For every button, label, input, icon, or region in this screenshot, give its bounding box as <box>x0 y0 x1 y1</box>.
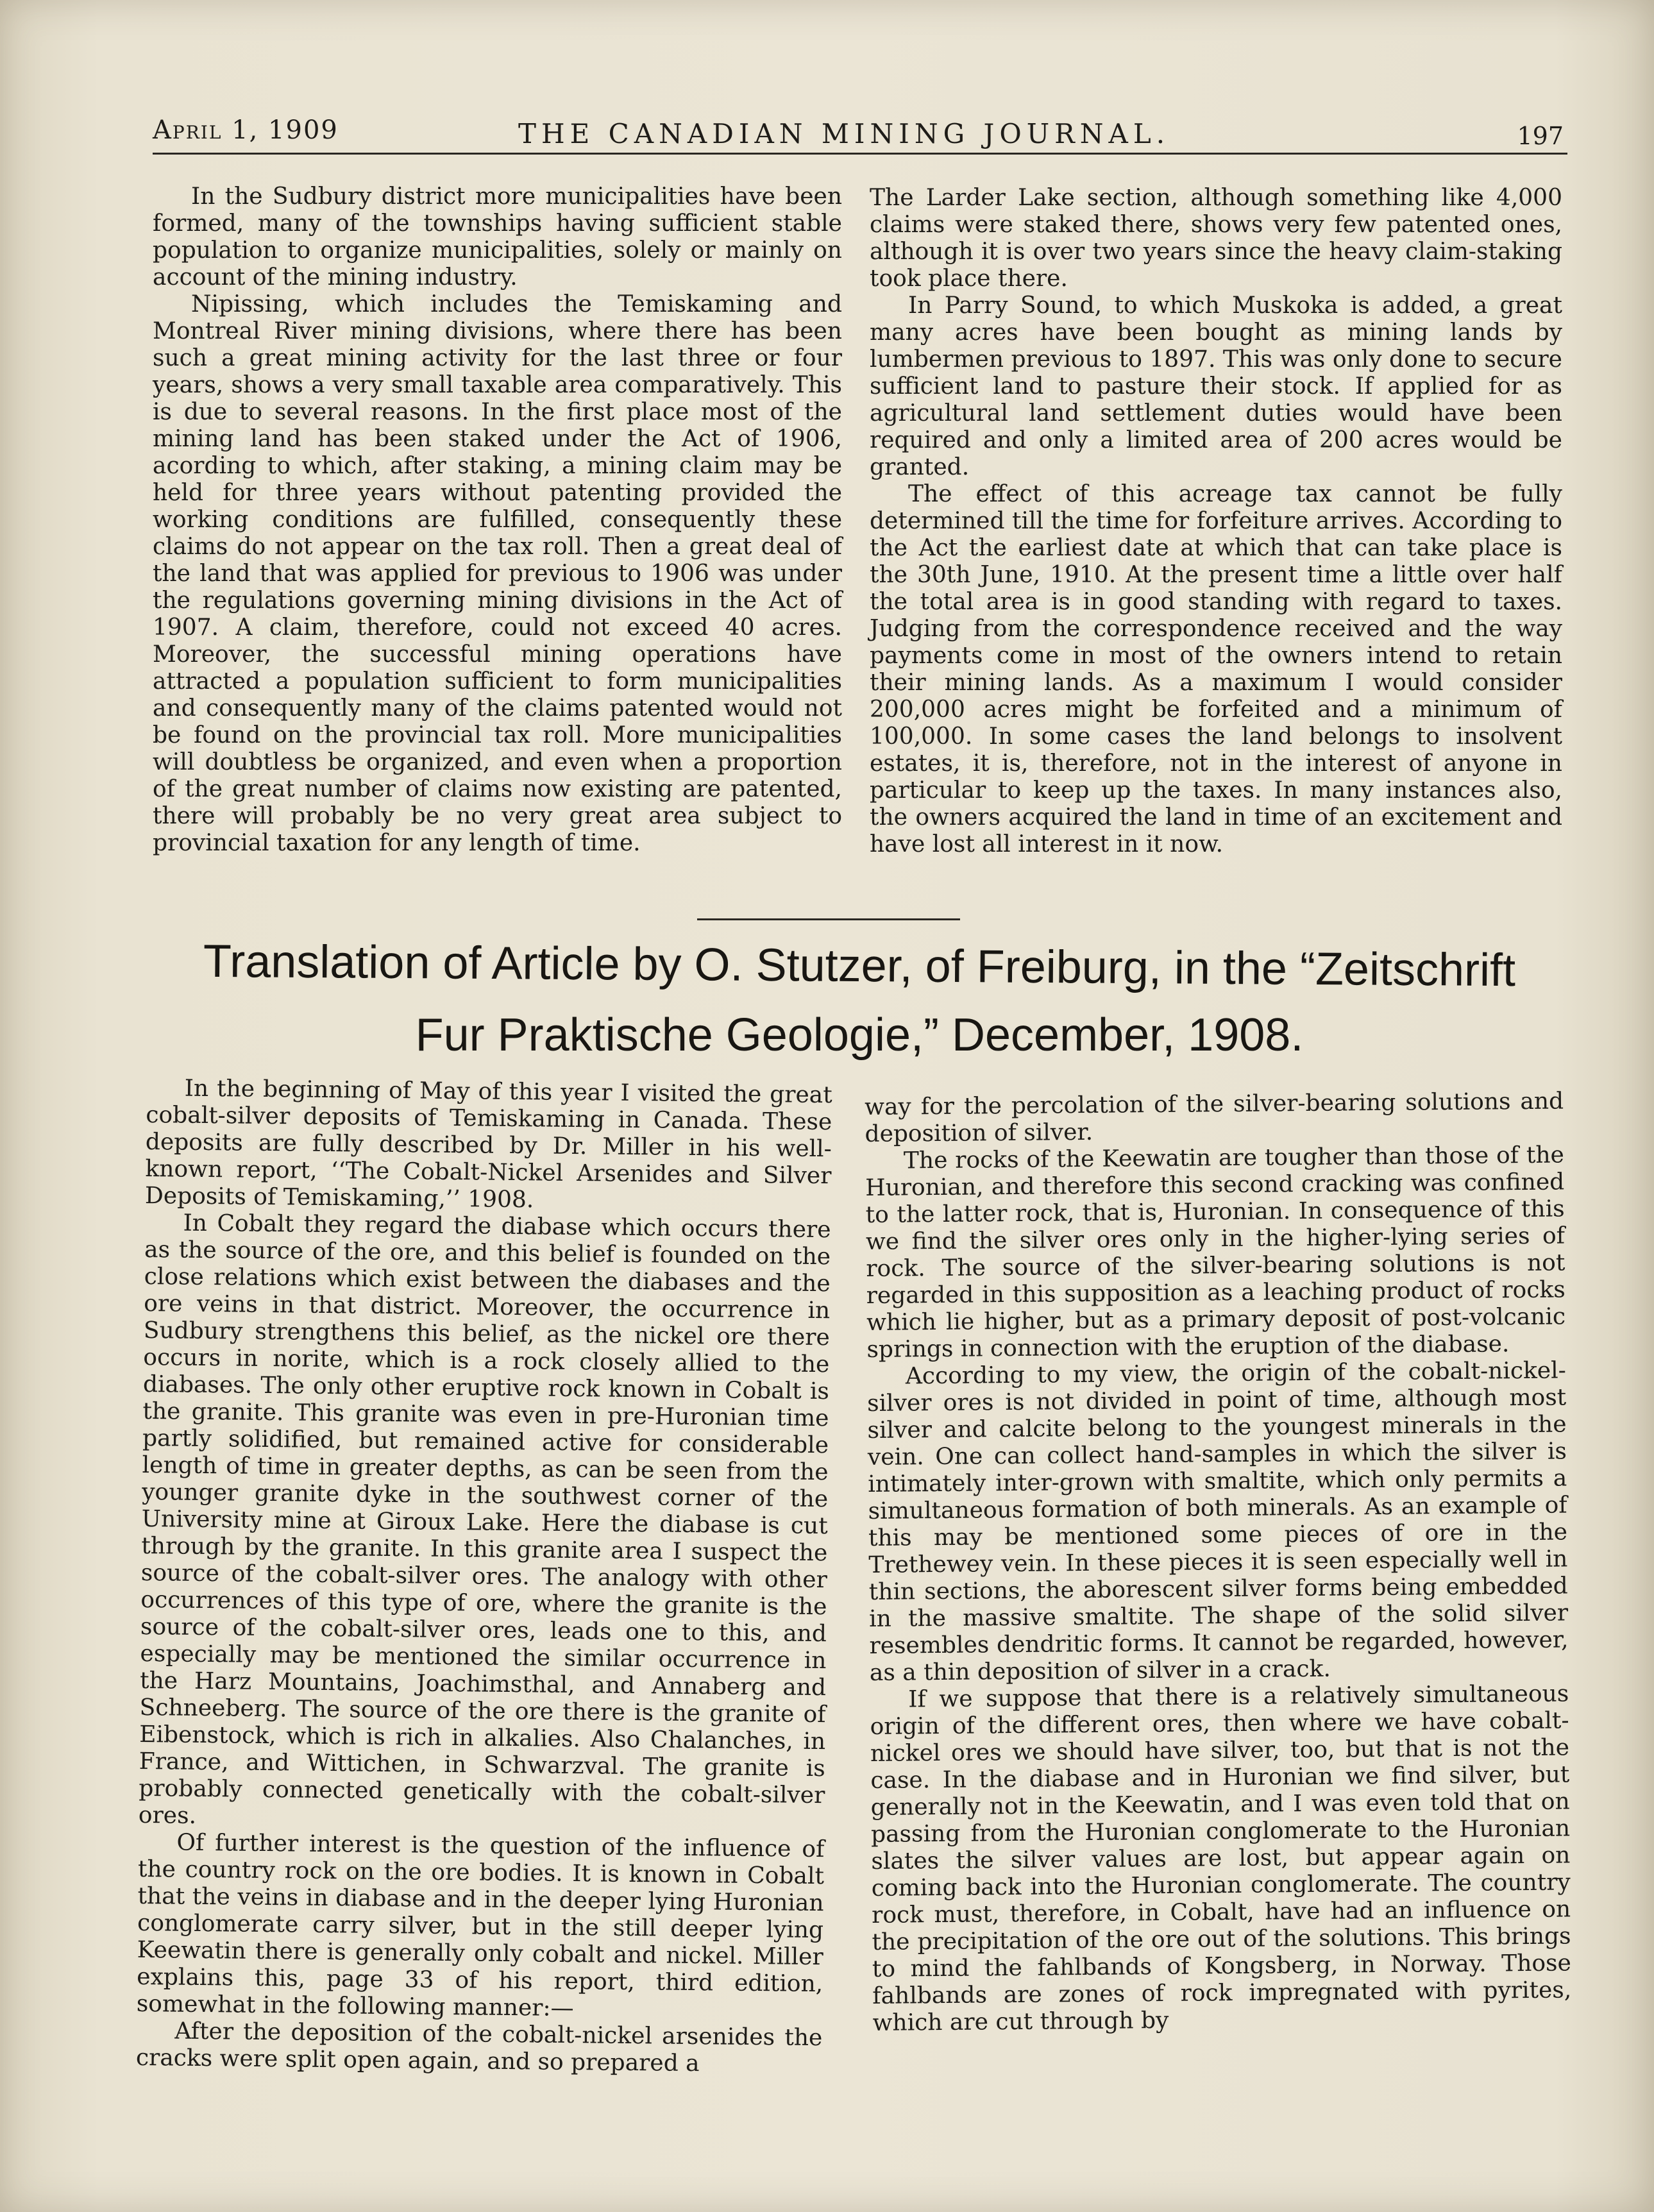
paragraph: Of further interest is the question of the influence of the country rock on the ore bodies. It is known in Cobalt that the veins in diabase and in the deeper lying Huronian conglomerate carry silver, but in the still deeper lying Keewatin there is generally only cobalt and nickel. Miller explains this, page 33 of his report, third edition, somewhat in the following manner:— <box>136 1829 825 2022</box>
paragraph: If we suppose that there is a relatively simultaneous origin of the different ores, then where we have cobalt-nickel ores we should have silver, too, but that is not the case. In the diabase and in Huronian we find silver, but generally not in the Keewatin, and I was even told that on passing from the Huronian conglomerate to the Huronian slates the silver values are lost, but appear again on coming back into the Huronian conglomerate. The country rock must, therefore, in Cobalt, have had an influence on the precipitation of the ore out of the solutions. This brings to mind the fahlbands of Kongsberg, in Norway. Those fahlbands are zones of rock impregnated with pyrites, which are cut through by <box>870 1680 1572 2036</box>
upper-left-column <box>153 183 842 857</box>
paragraph: In the beginning of May of this year I visited the great cobalt-silver deposits of Temiskaming in Canada. These deposits are fully described by Dr. Miller in his well-known report, ‘‘The Cobalt-Nickel Arsenides and Silver Deposits of Temiskaming,’’ 1908. <box>144 1075 832 1213</box>
header-rule <box>153 153 1567 155</box>
paragraph: The Larder Lake section, although something like 4,000 claims were staked there, shows very few patented ones, although it is over two years since the heavy claim-staking took place there. <box>870 185 1562 292</box>
article-title-line-1: Translation of Article by O. Stutzer, of Freiburg, in the “Zeitschrift <box>203 935 1516 997</box>
paragraph: The effect of this acreage tax cannot be fully determined till the time for forfeiture arrives. According to the Act the earliest date at which that can take place is the 30th June, 1910. At the present time a little over half the total area is in good standing with regard to taxes. Judging from the correspondence received and the way payments come in most of the owners intend to retain their mining lands. As a maximum I would consider 200,000 acres might be forfeited and a minimum of 100,000. In some cases the land belongs to insolvent estates, it is, therefore, not in the interest of anyone in particular to keep up the taxes. In many instances also, the owners acquired the land in time of an excitement and have lost all interest in it now. <box>870 481 1562 857</box>
section-divider <box>697 918 960 920</box>
paragraph: In Parry Sound, to which Muskoka is added, a great many acres have been bought as mining lands by lumbermen previous to 1897. This was only done to secure sufficient land to pasture their stock. If applied for as agricultural land settlement duties would have been required and only a limited area of 200 acres would be granted. <box>870 292 1562 480</box>
header-date: April 1, 1909 <box>153 115 339 145</box>
page-header <box>153 109 1564 154</box>
paragraph: way for the percolation of the silver-bearing solutions and deposition of silver. <box>865 1088 1564 1147</box>
page-number: 197 <box>1517 122 1564 150</box>
article-title <box>148 931 1571 1070</box>
paragraph: The rocks of the Keewatin are tougher than those of the Huronian, and therefore this second cracking was confined to the latter rock, that is, Huronian. In consequence of this we find the silver ores only in the higher-lying series of rock. The source of the silver-bearing solutions is not regarded in this supposition as a leaching product of rocks which lie higher, but as a primary deposit of post-volcanic springs in connection with the eruption of the diabase. <box>865 1142 1566 1363</box>
lower-right-column <box>865 1088 1572 2036</box>
paragraph: According to my view, the origin of the cobalt-nickel-silver ores is not divided in point of time, although most silver and calcite belong to the youngest minerals in the vein. One can collect hand-samples in which the silver is intimately inter-grown with smaltite, which only permits a simultaneous formation of both minerals. As an example of this may be mentioned some pieces of ore in the Trethewey vein. In these pieces it is seen especially well in thin sections, the aborescent silver forms being embedded in the massive smaltite. The shape of the solid silver resembles dendritic forms. It cannot be regarded, however, as a thin deposition of silver in a crack. <box>867 1357 1569 1686</box>
paragraph: After the deposition of the cobalt-nickel arsenides the cracks were split open again, and so prepared a <box>135 2018 823 2077</box>
journal-title: THE CANADIAN MINING JOURNAL. <box>518 118 1170 149</box>
paragraph: In the Sudbury district more municipalities have been formed, many of the townships having sufficient stable population to organize municipalities, solely or mainly on account of the mining industry. <box>153 183 842 291</box>
paragraph: In Cobalt they regard the diabase which occurs there as the source of the ore, and this belief is founded on the close relations which exist between the diabases and the ore veins in that district. Moreover, the occurrence in Sudbury strengthens this belief, as the nickel ore there occurs in norite, which is a rock closely allied to the diabases. The only other eruptive rock known in Cobalt is the granite. This granite was even in pre-Huronian time partly solidified, but remained active for considerable length of time in greater depths, as can be seen from the younger granite dyke in the southwest corner of the University mine at Giroux Lake. Here the diabase is cut through by the granite. In this granite area I suspect the source of the cobalt-silver ores. The analogy with other occurrences of this type of ore, where the granite is the source of the cobalt-silver ores, leads one to this, and especially may be mentioned the similar occurrence in the Harz Mountains, Joachimsthal, and Annaberg and Schneeberg. The source of the ore there is the granite of Eibenstock, which is rich in alkalies. Also Chalanches, in France, and Wittichen, in Schwarzval. The granite is probably connected genetically with the cobalt-silver ores. <box>138 1210 831 1829</box>
paragraph: Nipissing, which includes the Temiskaming and Montreal River mining divisions, where there has been such a great mining activity for the last three or four years, shows a very small taxable area comparatively. This is due to several reasons. In the first place most of the mining land has been staked under the Act of 1906, acording to which, after staking, a mining claim may be held for three years without patenting provided the working conditions are fulfilled, consequently these claims do not appear on the tax roll. Then a great deal of the land that was applied for previous to 1906 was under the regulations governing mining divisions in the Act of 1907. A claim, therefore, could not exceed 40 acres. Moreover, the successful mining operations have attracted a population sufficient to form municipalities and consequently many of the claims patented would not be found on the provincial tax roll. More municipalities will doubtless be organized, and even when a proportion of the great number of claims now existing are patented, there will probably be no very great area subject to provincial taxation for any length of time. <box>153 291 842 856</box>
lower-left-column <box>136 1075 832 2079</box>
upper-right-column <box>870 185 1562 858</box>
article-title-line-2: Fur Praktische Geologie,” December, 1908. <box>415 1009 1304 1061</box>
